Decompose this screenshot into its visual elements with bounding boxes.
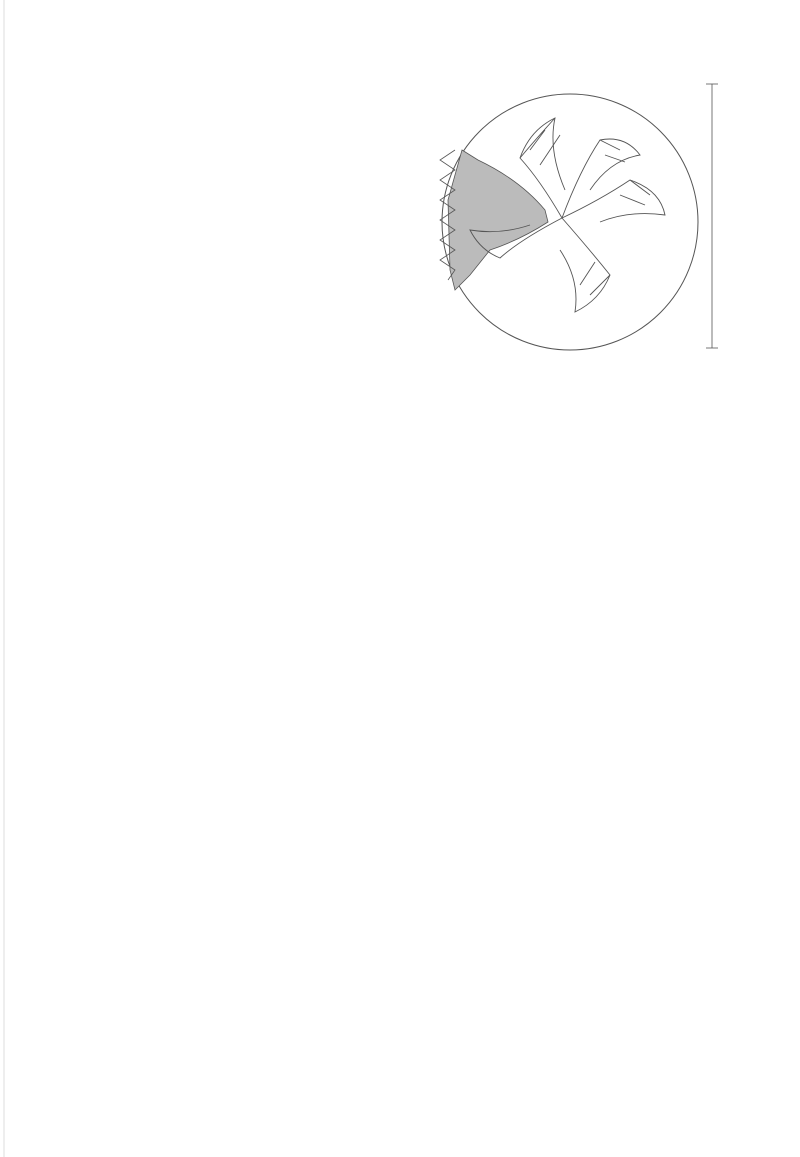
- schematic-diagram: [440, 84, 718, 350]
- shaded-panel: [448, 150, 548, 290]
